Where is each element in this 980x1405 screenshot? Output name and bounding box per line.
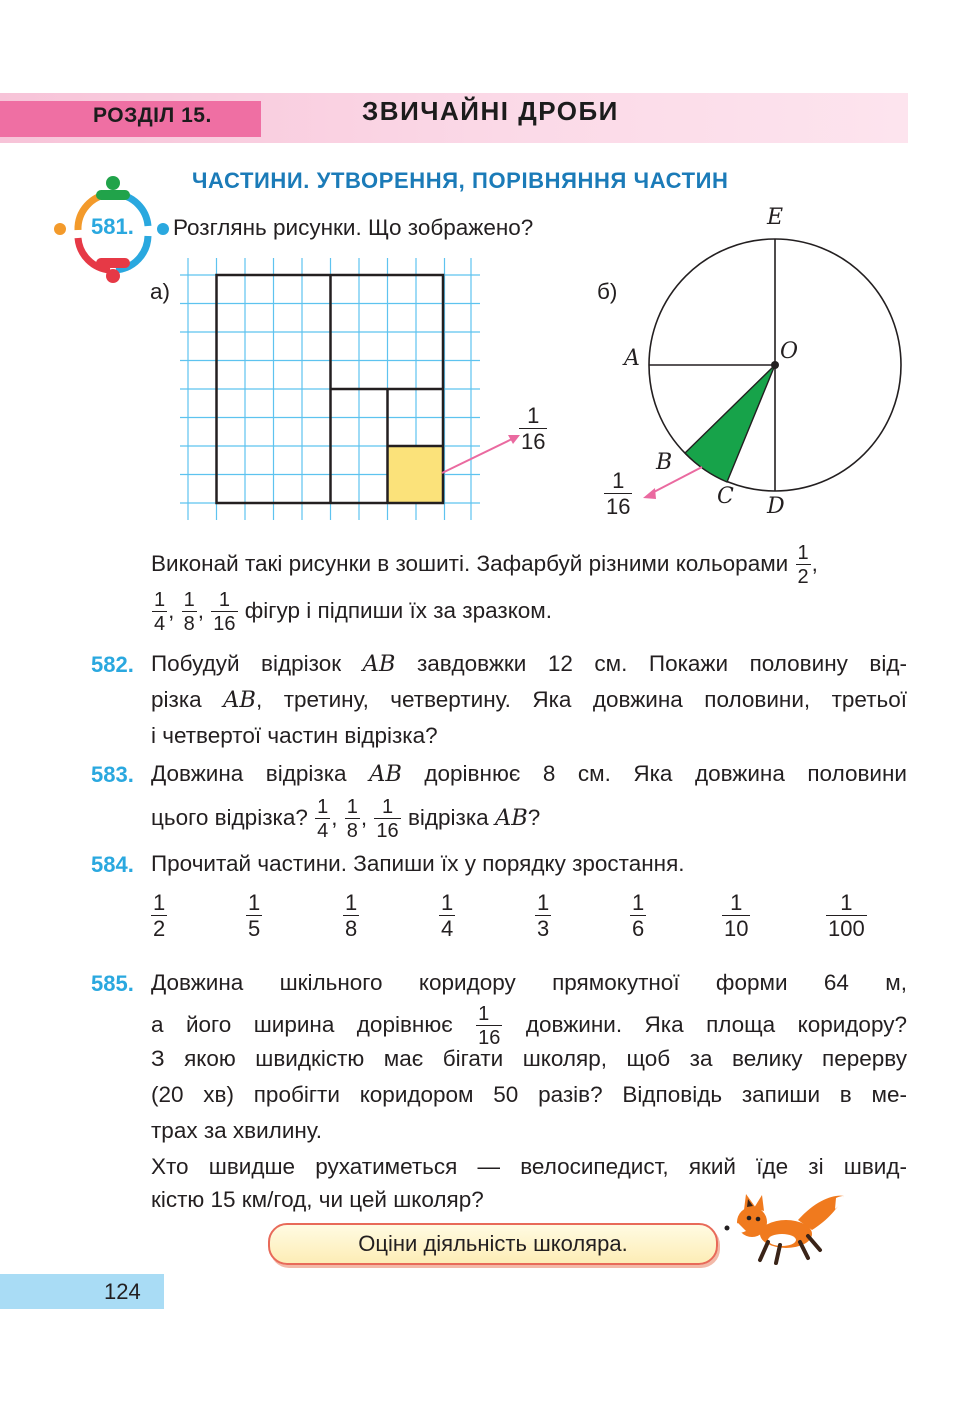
exercise-583-line2: цього відрізка? $\frac{1}{4}$ , $\frac{1}{8}$ , $\frac{1}{16}$ відрізка AB? (151, 796, 541, 842)
fraction: $\frac{1}{5}$ (248, 890, 261, 941)
exercise-585-line4: (20 хв) пробігти коридором 50 разів? Відповідь запиши в ме- (151, 1082, 907, 1107)
fraction: $\frac{1}{6}$ (632, 890, 645, 941)
figure-b-label: б) (597, 279, 618, 304)
point-d-label: D (767, 494, 785, 519)
one-sixteenth-square (388, 446, 444, 503)
exercise-585-line7: кістю 15 км/год, чи цей школяр? (151, 1187, 484, 1212)
exercise-number-585: 585. (91, 971, 134, 996)
figure-b-fraction: $\frac{1}{16}$ (606, 468, 631, 519)
fraction: $\frac{1}{100}$ (828, 890, 865, 941)
point-a-label: A (624, 346, 640, 371)
one-sixteenth-sector (685, 365, 775, 482)
exercise-582-line1: Побудуй відрізок AB завдовжки 12 см. Покажи половину від- (151, 651, 907, 677)
fraction: $\frac{1}{3}$ (537, 890, 550, 941)
exercise-number-583: 583. (91, 762, 134, 787)
fraction: $\frac{1}{10}$ (724, 890, 749, 941)
arrow-icon (438, 430, 528, 480)
exercise-581-instruction-line2: $\frac{1}{4}$ , $\frac{1}{8}$ , $\frac{1}{16}$ фігур і підпиши їх за зразком. (154, 589, 553, 635)
figure-b-circle (640, 230, 920, 530)
exercise-585-line2: а його ширина дорівнює $\frac{1}{16}$ довжини. Яка площа коридору? (151, 1003, 907, 1049)
assessment-pill: Оціни діяльність школяра. (268, 1223, 718, 1265)
exercise-number-584: 584. (91, 852, 134, 877)
page-number: 124 (104, 1279, 141, 1304)
figure-a-fraction: $\frac{1}{16}$ (521, 403, 546, 454)
point-o-label: O (780, 339, 799, 364)
exercise-584-text: Прочитай частини. Запиши їх у порядку зростання. (151, 851, 685, 876)
exercise-585-line6: Хто швидше рухатиметься — велосипедист, який їде зі швид- (151, 1154, 907, 1179)
point-c-label: C (717, 484, 734, 509)
exercise-581-instruction-line1: Виконай такі рисунки в зошиті. Зафарбуй різними кольорами $\frac{1}{2}$ , (151, 542, 818, 588)
section-label: РОЗДІЛ 15. (93, 104, 212, 127)
figure-a-label: а) (150, 279, 171, 304)
point-e-label: E (767, 205, 784, 230)
fraction: $\frac{1}{4}$ (441, 890, 454, 941)
figure-a-grid (180, 258, 480, 528)
exercise-581-prompt: Розглянь рисунки. Що зображено? (173, 215, 534, 240)
point-b-label: B (656, 450, 673, 475)
exercise-number-582: 582. (91, 652, 134, 677)
exercise-583-line1: Довжина відрізка AB дорівнює 8 см. Яка довжина половини (151, 761, 907, 787)
fox-icon (724, 1190, 848, 1266)
exercise-582-line3: і четвертої частин відрізка? (151, 723, 438, 748)
fraction: $\frac{1}{8}$ (345, 890, 358, 941)
chapter-title: ЗВИЧАЙНІ ДРОБИ (362, 96, 619, 126)
exercise-number-581: 581. (91, 214, 134, 239)
exercise-585-line1: Довжина шкільного коридору прямокутної форми 64 м, (151, 970, 907, 995)
exercise-585-line3: З якою швидкістю має бігати школяр, щоб за велику перерву (151, 1046, 907, 1071)
fractions-row (148, 892, 888, 954)
fraction: $\frac{1}{2}$ (153, 890, 166, 941)
exercise-582-line2: різка AB, третину, четвертину. Яка довжина половини, третьої (151, 687, 907, 713)
topic-title: ЧАСТИНИ. УТВОРЕННЯ, ПОРІВНЯННЯ ЧАСТИН (192, 168, 729, 193)
exercise-585-line5: трах за хвилину. (151, 1118, 323, 1143)
